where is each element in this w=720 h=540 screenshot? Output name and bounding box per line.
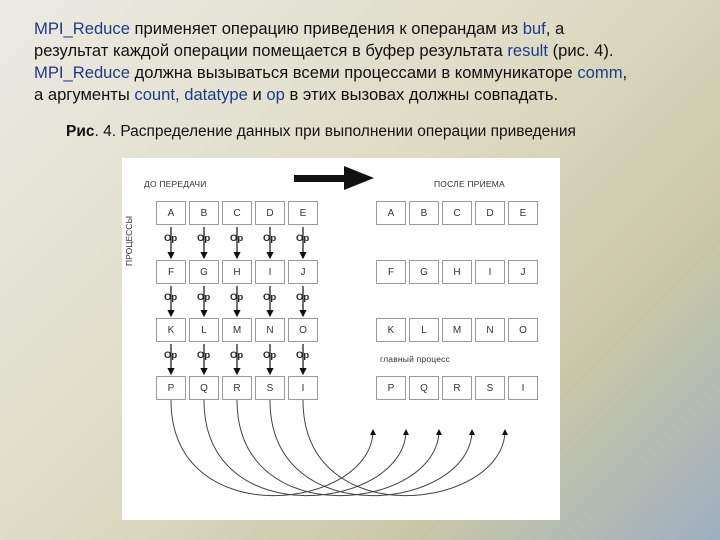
text-span: (рис. 4). [547,41,614,60]
right-cell-3-2: R [442,376,472,400]
right-cell-1-3: I [475,260,505,284]
right-cell-3-4: I [508,376,538,400]
right-cell-0-4: E [508,201,538,225]
op-label-0-4: Op [296,233,310,244]
right-cell-2-0: K [376,318,406,342]
op-label-0-2: Op [230,233,244,244]
function-name: MPI_Reduce [34,19,130,38]
before-transfer-label: ДО ПЕРЕДАЧИ [144,179,207,189]
transfer-arrow-head [344,166,374,190]
text-span: , а [545,19,565,38]
left-cell-3-3: S [255,376,285,400]
op-label-1-1: Op [197,292,211,303]
left-cell-3-4: I [288,376,318,400]
caption-prefix: Рис [66,123,95,140]
op-label-2-1: Op [197,350,211,361]
op-label-2-0: Op [164,350,178,361]
left-cell-1-2: H [222,260,252,284]
op-label-1-3: Op [263,292,277,303]
left-cell-3-2: R [222,376,252,400]
left-cell-0-1: B [189,201,219,225]
text-span: , [622,63,628,82]
body-paragraph [34,18,704,106]
reduce-curve-0 [171,400,373,496]
op-label-2-3: Op [263,350,277,361]
paragraph-line-4 [34,84,704,106]
paragraph-line-1 [34,18,704,40]
text-span: должна вызываться всеми процессами в коммуникаторе [129,63,578,82]
left-cell-1-0: F [156,260,186,284]
left-cell-2-0: K [156,318,186,342]
right-cell-1-2: H [442,260,472,284]
left-cell-3-0: P [156,376,186,400]
right-cell-2-2: M [442,318,472,342]
right-cell-1-4: J [508,260,538,284]
paragraph-line-3 [34,62,704,84]
reduce-curve-4 [303,400,505,496]
reduce-curve-2 [237,400,439,496]
left-cell-0-2: C [222,201,252,225]
left-cell-2-3: N [255,318,285,342]
op-label-1-4: Op [296,292,310,303]
right-cell-2-1: L [409,318,439,342]
caption-text: . 4. Распределение данных при выполнении операции приведения [94,123,576,140]
left-cell-0-3: D [255,201,285,225]
op-label-1-2: Op [230,292,244,303]
param-comm: comm [577,63,623,82]
left-cell-0-4: E [288,201,318,225]
left-cell-0-0: A [156,201,186,225]
right-cell-3-0: P [376,376,406,400]
reduce-curve-1 [204,400,406,496]
left-cell-2-2: M [222,318,252,342]
right-cell-0-3: D [475,201,505,225]
op-label-1-0: Op [164,292,178,303]
left-cell-1-3: I [255,260,285,284]
after-receive-label: ПОСЛЕ ПРИЕМА [434,179,505,189]
reduce-curve-3 [270,400,472,496]
left-cell-2-1: L [189,318,219,342]
text-span: а аргументы [34,85,135,104]
op-label-0-3: Op [263,233,277,244]
reduce-diagram [122,158,560,520]
right-cell-0-1: B [409,201,439,225]
op-label-2-4: Op [296,350,310,361]
paragraph-line-2 [34,40,704,62]
text-span: и [247,85,267,104]
right-cell-0-0: A [376,201,406,225]
right-cell-3-1: Q [409,376,439,400]
op-label-0-0: Op [164,233,178,244]
transfer-arrow-shaft [294,175,344,182]
op-label-0-1: Op [197,233,211,244]
right-cell-0-2: C [442,201,472,225]
right-cell-2-3: N [475,318,505,342]
text-span: в этих вызовах должны совпадать. [284,85,559,104]
op-label-2-2: Op [230,350,244,361]
right-cell-2-4: O [508,318,538,342]
left-cell-3-1: Q [189,376,219,400]
right-cell-1-0: F [376,260,406,284]
left-cell-2-4: O [288,318,318,342]
param-buf: buf [522,19,546,38]
text-span: применяет операцию приведения к операндам из [129,19,523,38]
param-count-datatype: count, datatype [134,85,248,104]
left-cell-1-1: G [189,260,219,284]
processes-label: ПРОЦЕССЫ [124,216,134,266]
param-op: op [266,85,285,104]
main-process-label: главный процесс [380,354,451,364]
function-name: MPI_Reduce [34,63,130,82]
figure-caption [66,122,626,142]
left-cell-1-4: J [288,260,318,284]
right-cell-3-3: S [475,376,505,400]
right-cell-1-1: G [409,260,439,284]
param-result: result [507,41,548,60]
text-span: результат каждой операции помещается в буфер результата [34,41,508,60]
